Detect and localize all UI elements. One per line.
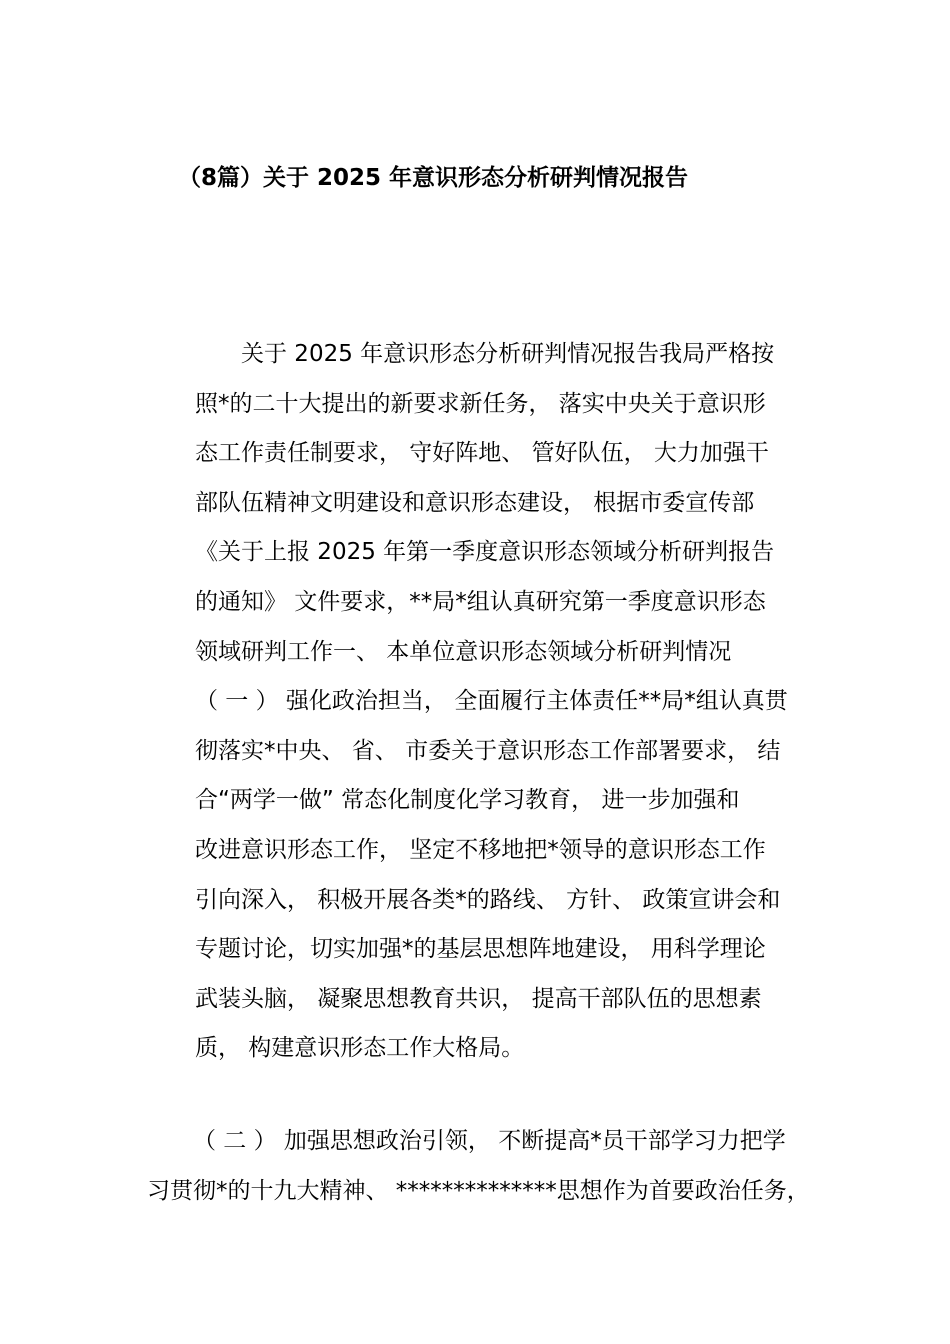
paragraph-line: 质， 构建意识形态工作大格局。 — [195, 1035, 525, 1062]
paragraph-line: 改进意识形态工作， 坚定不移地把*领导的意识形态工作 — [195, 836, 766, 863]
paragraph-line: 照*的二十大提出的新要求新任务， 落实中央关于意识形 — [195, 390, 766, 417]
paragraph-line: （ 一 ） 强化政治担当， 全面履行主体责任**局*组认真贯 — [195, 688, 788, 715]
paragraph-line: （ 二 ） 加强思想政治引领， 不断提高*员干部学习力把学 — [193, 1128, 786, 1154]
body-paragraph-2 — [147, 1117, 827, 1216]
paragraph-line: 专题讨论，切实加强*的基层思想阵地建设， 用科学理论 — [195, 936, 766, 963]
paragraph-line: 武装头脑， 凝聚思想教育共识， 提高干部队伍的思想素 — [195, 985, 762, 1012]
paragraph-line: 领域研判工作一、 本单位意识形态领域分析研判情况 — [195, 638, 732, 665]
paragraph-line: 的通知》 文件要求，**局*组认真研究第一季度意识形态 — [195, 588, 766, 615]
paragraph-line: 《关于上报 2025 年第一季度意识形态领域分析研判报告 — [195, 539, 775, 566]
paragraph-line: 习贯彻*的十九大精神、 **************思想作为首要政治任务， — [147, 1177, 810, 1204]
paragraph-line: 彻落实*中央、 省、 市委关于意识形态工作部署要求， 结 — [195, 737, 781, 764]
body-paragraph-1 — [195, 330, 811, 1074]
paragraph-line: 部队伍精神文明建设和意识形态建设， 根据市委宣传部 — [195, 489, 755, 516]
paragraph-line: 引向深入， 积极开展各类*的路线、 方针、 政策宣讲会和 — [195, 886, 781, 913]
paragraph-line: 关于 2025 年意识形态分析研判情况报告我局严格按 — [241, 341, 775, 367]
document-title: （8篇）关于 2025 年意识形态分析研判情况报告 — [178, 165, 689, 191]
paragraph-line: 合“两学一做” 常态化制度化学习教育， 进一步加强和 — [195, 787, 740, 814]
paragraph-line: 态工作责任制要求， 守好阵地、 管好队伍， 大力加强干 — [195, 440, 769, 467]
